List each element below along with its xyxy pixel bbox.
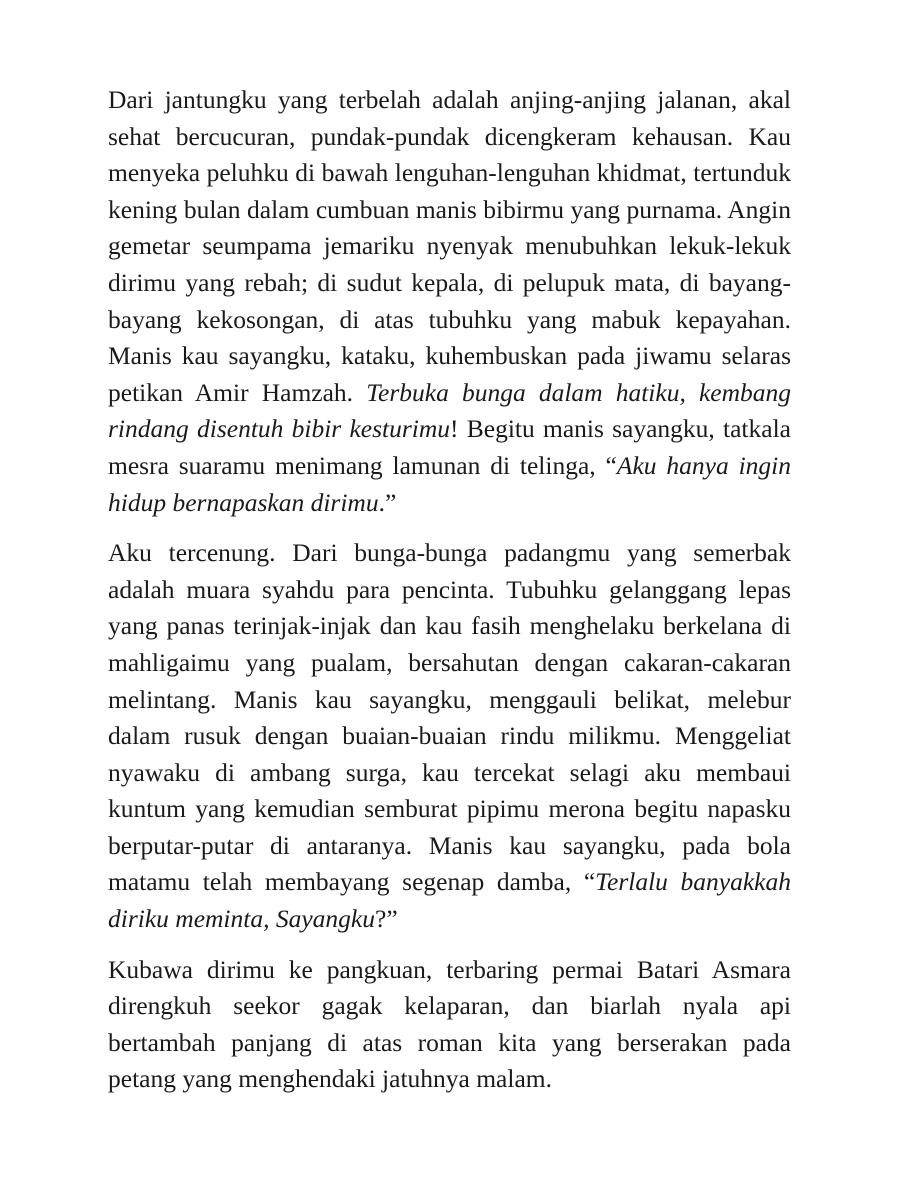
paragraph-1-text-2: ! Begitu manis sayangku, tatkala mesra suaramu menimang lamunan di telinga, “ [108,414,791,480]
paragraph-3-text: Kubawa dirimu ke pangkuan, terbaring permai Batari Asmara direngkuh seekor gagak kelaparan, dan biarlah nyala api bertambah panjang di atas roman kita yang berserakan pada petang yang menghendaki jatuhnya malam. [108,954,791,1094]
paragraph-2 [108,535,791,938]
paragraph-1-italic-quote-1: Terbuka bunga dalam hatiku, kembang rindang disentuh bibir kesturimu [108,377,791,444]
paragraph-1-text-3: .” [378,487,397,517]
paragraph-1 [108,82,791,521]
paragraph-1-italic-quote-2: Aku hanya ingin hidup bernapaskan dirimu [108,450,791,517]
document-page [108,82,791,1098]
paragraph-2-text-2: ?” [375,904,398,934]
paragraph-2-italic-quote: Terlalu banyakkah diriku meminta, Sayangku [108,867,791,934]
paragraph-2-text: Aku tercenung. Dari bunga-bunga padangmu yang semerbak adalah muara syahdu para pencinta. Tubuhku gelanggang lepas yang panas terinjak-injak dan kau fasih menghelaku berkelana di mahligaimu yang pualam, bersahutan dengan cakaran-cakaran melintang. Manis kau sayangku, menggauli belikat, melebur dalam rusuk dengan buaian-buaian rindu milikmu. Menggeliat nyawaku di ambang surga, kau tercekat selagi aku membaui kuntum yang kemudian semburat pipimu merona begitu napasku berputar-putar di antaranya. Manis kau sayangku, pada bola matamu telah membayang segenap damba, “ [108,538,791,897]
paragraph-1-text: Dari jantungku yang terbelah adalah anjing-anjing jalanan, akal sehat bercucuran, pundak-pundak dicengkeram kehausan. Kau menyeka peluhku di bawah lenguhan-lenguhan khidmat, tertunduk kening bulan dalam cumbuan manis bibirmu yang purnama. Angin gemetar seumpama jemariku nyenyak menubuhkan lekuk-lekuk dirimu yang rebah; di sudut kepala, di pelupuk mata, di bayang-bayang kekosongan, di atas tubuhku yang mabuk kepayahan. Manis kau sayangku, kataku, kuhembuskan pada jiwamu selaras petikan Amir Hamzah. [108,85,791,407]
paragraph-3 [108,952,791,1098]
